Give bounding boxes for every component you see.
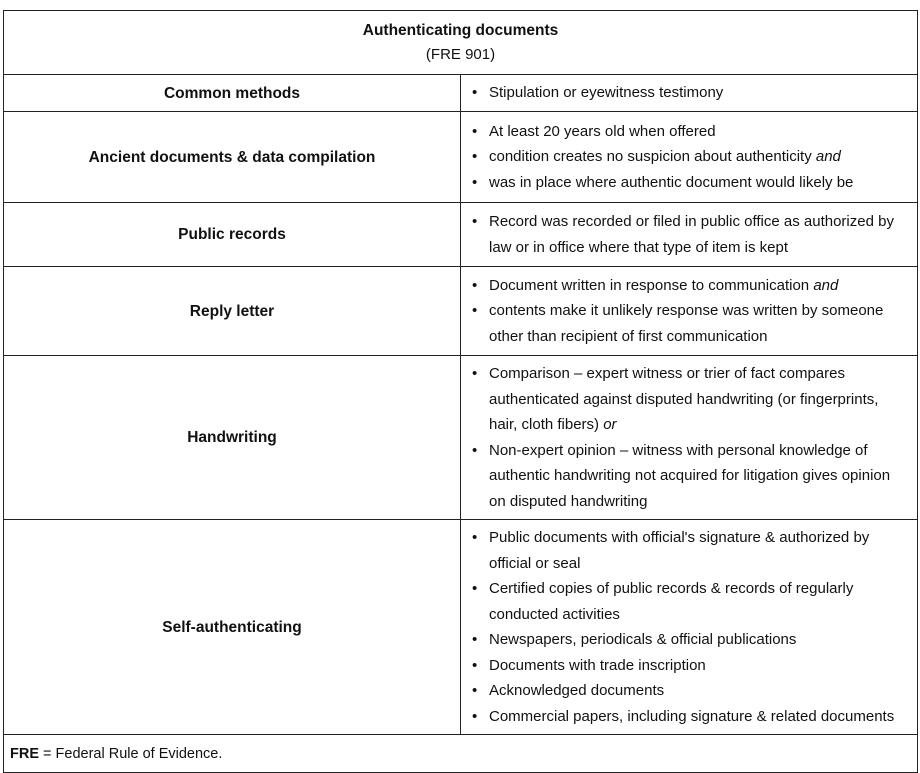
bullet-text: Document written in response to communication [489,276,814,294]
table-title: Authenticating documents [362,21,559,39]
table-footer-row [4,735,918,773]
bullet-text: Commercial papers, including signature & related documents [489,707,895,725]
authentication-table [3,10,918,773]
bullet-text: Certified copies of public records & records of regularly conducted activities [489,580,854,623]
bullet-text: Documents with trade inscription [489,656,706,674]
table-title-cell [4,11,918,75]
bullet-item [471,704,909,730]
table-subtitle: (FRE 901) [425,45,496,63]
table-row [4,75,918,112]
bullet-text: was in place where authentic document would likely be [489,173,854,191]
row-content [461,356,918,520]
bullet-list [471,273,909,350]
bullet-text: Newspapers, periodicals & official publications [489,631,797,648]
bullet-text: Record was recorded or filed in public office as authorized by law or in office where that type of item is kept [489,213,894,256]
row-content [461,75,918,112]
bullet-text: Acknowledged documents [489,682,665,699]
table-row [4,356,918,520]
bullet-text: condition creates no suspicion about authenticity [489,148,816,166]
bullet-item [471,653,909,679]
row-label: Common methods [4,75,461,112]
row-label: Self-authenticating [4,520,461,735]
bullet-list [471,361,909,514]
bullet-text: Non-expert opinion – witness with personal knowledge of authentic handwriting not acquired for litigation gives opinion on disputed handwriting [489,441,891,510]
bullet-item [471,576,909,627]
bullet-list [471,80,909,106]
row-label: Reply letter [4,267,461,356]
bullet-item [471,273,909,299]
bullet-emphasis: and [815,148,841,166]
bullet-item [471,80,909,106]
bullet-text: At least 20 years old when offered [489,122,716,140]
bullet-item [471,525,909,576]
footer-text: = Federal Rule of Evidence. [39,745,223,762]
bullet-text: Comparison – expert witness or trier of fact compares authenticated against disputed handwriting (or fingerprints, hair, cloth fibers) [489,365,879,433]
bullet-text: contents make it unlikely response was written by someone other than recipient of first communication [489,302,884,345]
bullet-item [471,438,909,515]
table-row [4,520,918,735]
row-content [461,267,918,356]
bullet-list [471,119,909,196]
row-content [461,520,918,735]
bullet-item [471,361,909,438]
table-footer [4,735,918,773]
bullet-item [471,298,909,349]
table-title-row [4,11,918,75]
row-label: Public records [4,203,461,267]
bullet-item [471,119,909,145]
row-content [461,112,918,203]
bullet-item [471,209,909,260]
bullet-list [471,209,909,260]
row-label: Handwriting [4,356,461,520]
bullet-item [471,678,909,704]
row-content [461,203,918,267]
table-row [4,203,918,267]
footer-abbreviation: FRE [10,745,39,762]
table-row [4,267,918,356]
bullet-item [471,144,909,170]
bullet-text: Public documents with official's signature & authorized by official or seal [489,529,870,572]
bullet-list [471,525,909,729]
bullet-emphasis: or [603,416,617,433]
row-label: Ancient documents & data compilation [4,112,461,203]
bullet-item [471,170,909,196]
bullet-text: Stipulation or eyewitness testimony [489,84,724,102]
bullet-emphasis: and [813,276,839,294]
bullet-item [471,627,909,653]
table-row [4,112,918,203]
